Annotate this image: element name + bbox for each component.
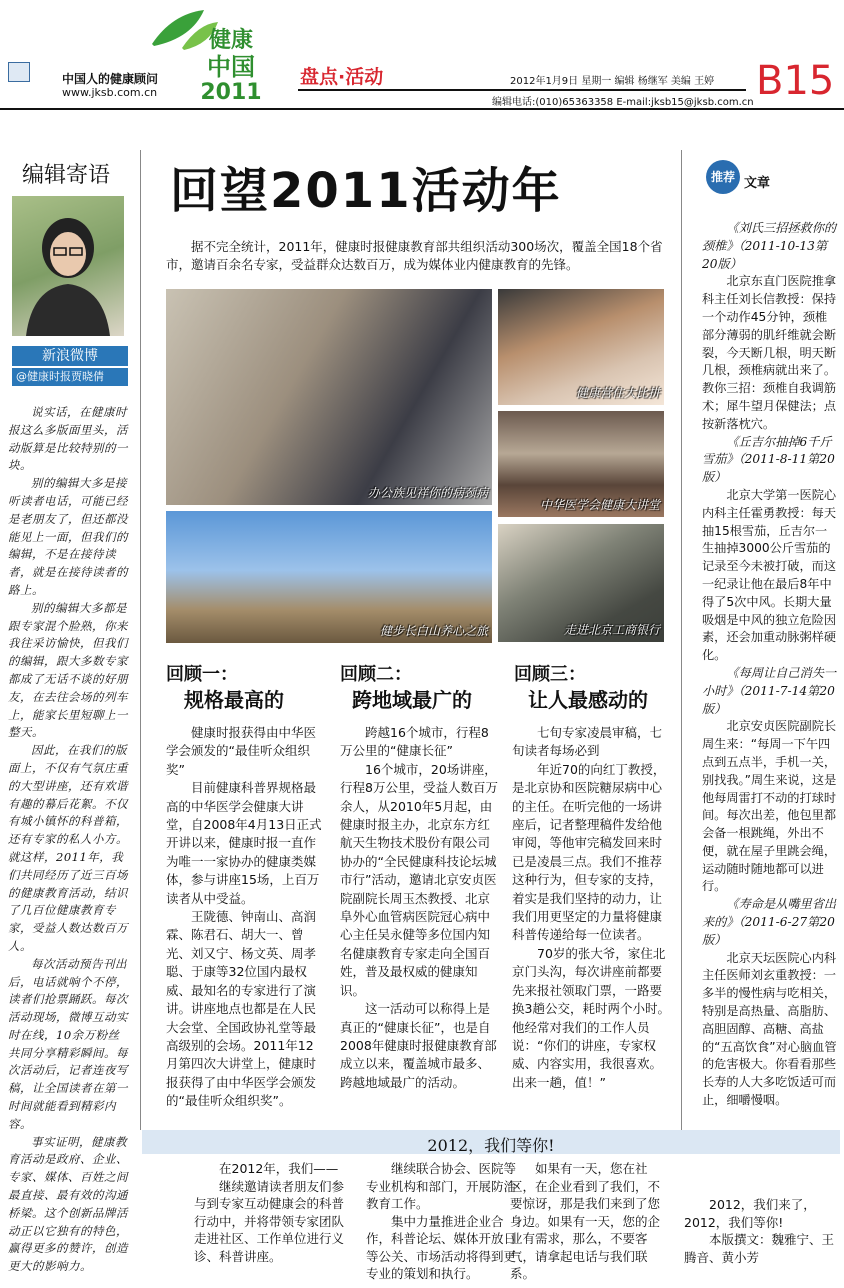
review-body xyxy=(166,724,324,1111)
bottom-paragraph: 在2012年，我们—— xyxy=(219,1161,339,1176)
review-paragraph: 七旬专家凌晨审稿，七旬读者每场必到 xyxy=(512,725,663,759)
recommend-article-body: 北京安贞医院副院长周生来：“每周一下午四点到五点半，手机一关，别找我。”周生来说，这是他每周雷打不动的打球时间。每次出差，他包里都会备一根跳绳，外出不便，就在屋子里跳会绳，运动随时随地都可以进行。 xyxy=(702,719,837,894)
brand-logo xyxy=(192,28,270,106)
review-paragraph: 70岁的张大爷，家住北京门头沟，每次讲座前都要先来报社领取门票，一路要换3趟公交，耗时两个小时。他经常对我们的工作人员说：“你们的讲座，专家权威、内容实用，我很喜欢。出来一趟，值！” xyxy=(512,945,670,1090)
bottom-credit: 本版撰文：魏雅宁、王腾音、黄小芳 xyxy=(684,1232,835,1265)
bottom-column xyxy=(366,1160,526,1283)
brand-year: 2011 xyxy=(200,80,262,105)
weibo-account-link[interactable]: @健康时报贾晓倩 xyxy=(12,368,128,386)
recommend-list xyxy=(702,220,838,1110)
recommend-label: 文章 xyxy=(744,176,771,191)
review-title: 让人最感动的 xyxy=(528,688,648,712)
page-header xyxy=(0,0,844,116)
bottom-column xyxy=(510,1160,670,1283)
brand-line2: 中国 xyxy=(207,53,255,81)
review-paragraph: 16个城市，20场讲座，行程8万公里，受益人数百万余人，从2010年5月起，由健康时报主办，北京东方红航天生物技术股份有限公司协办的“全民健康科技论坛城市行”活动，邀请北京安贞医院副院长周玉杰教授、北京阜外心血管病医院冠心病中心主任吴永健等多位国内知名健康教育专家走向全国百姓，普及最权威的健康知识。 xyxy=(340,761,498,998)
header-bottom-rule xyxy=(0,108,844,110)
recommend-article-title[interactable]: 《丘吉尔抽掉6千斤雪茄》（2011-8-11第20版） xyxy=(702,434,835,485)
bottom-paragraph: 如果有一天，您在社区，在企业看到了我们，不要惊讶，那是我们来到了您身边。如果有一天，您的企业有需求，那么，不要客气，请拿起电话与我们联系。 xyxy=(510,1161,661,1281)
recommend-article-body: 北京天坛医院心内科主任医师刘玄重教授：一多半的慢性病与吃相关，特别是高热量、高脂肪、高胆固醇、高糖、高盐的“五高饮食”对心脑血管的危害极大。你看看那些长寿的人大多吃饭适可而止，细嚼慢咽。 xyxy=(702,950,837,1108)
bottom-title: 2012，我们等你! xyxy=(427,1136,555,1155)
main-headline: 回望2011活动年 xyxy=(170,163,562,219)
recommend-article-body: 北京东直门医院推拿科主任刘长信教授：保持一个动作45分钟，颈椎部分薄弱的肌纤维就会断裂，今天断几根，明天断几根，颈椎病就出来了。教你三招：颈椎自我调筋术；犀牛望月保健法；点按新落枕穴。 xyxy=(702,274,837,431)
site-url[interactable]: www.jksb.com.cn xyxy=(62,86,158,99)
dateline: 2012年1月9日 星期一 编辑 杨继军 美编 王婷 xyxy=(510,76,715,87)
review-body xyxy=(512,724,670,1092)
bottom-paragraph: 集中力量推进企业合作，科普论坛、媒体开放日等公关、市场活动将得到更专业的策划和执行。 xyxy=(366,1213,517,1281)
photo-caption: 办公族见祥你的病颈病 xyxy=(367,486,488,500)
bottom-column xyxy=(194,1160,354,1265)
bottom-paragraph: 继续联合协会、医院等专业机构和部门，开展防治教育工作。 xyxy=(366,1161,517,1211)
editor-paragraph: 事实证明，健康教育活动是政府、企业、专家、媒体、百姓之间最直接、最有效的沟通桥梁。这个创新品牌活动正以它独有的特色，赢得更多的赞许，创造更大的影响力。 xyxy=(8,1134,128,1274)
header-rule xyxy=(298,89,746,91)
review-paragraph: 年近70的向红丁教授，是北京协和医院糖尿病中心的主任。在听完他的一场讲座后，记者整理稿件发给他审阅，等他审完稿发回来时已是凌晨三点。我们不推荐这种行为，但专家的支持，着实是我们坚持的动力，让我们用更坚定的力量将健康科普传递给每一位读者。 xyxy=(512,761,666,943)
editor-paragraph: 因此，在我们的版面上，不仅有气氛庄重的大型讲座，还有欢谐有趣的幕后花絮。不仅有城小镇怀的科普箱，还有专家的私人小方。就这样，2011年，我们共同经历了近三百场的健康教育活动，结识了几百位健康教育专家，受益人数达数百万人。 xyxy=(8,743,128,953)
brand-line1: 健康 xyxy=(208,28,253,53)
editor-portrait xyxy=(12,196,124,336)
intro-paragraph: 据不完全统计，2011年，健康时报健康教育部共组织活动300场次，覆盖全国18个省市，邀请百余名专家，受益群众达数百万，成为媒体业内健康教育的先锋。 xyxy=(166,239,663,272)
review-paragraph: 跨越16个城市，行程8万公里的“健康长征” xyxy=(340,725,489,759)
review-paragraph: 王陇德、钟南山、高润霖、陈君石、胡大一、曾光、刘又宁、杨文英、周孝聪、于康等32位国内最权威、最知名的专家进行了演讲。讲座地点也都是在人民大会堂、全国政协礼堂等最高级别的会场。2011年12月第四次大讲堂上，健康时报获得了由中华医学会颁发的“最佳听众组织奖”。 xyxy=(166,909,317,1109)
section-title: 盘点·活动 xyxy=(300,66,384,88)
photo-group-trip xyxy=(166,511,492,643)
newspaper-logo-icon xyxy=(8,62,30,82)
review-paragraph: 这一活动可以称得上是真正的“健康长征”，也是自2008年健康时报健康教育部成立以来，覆盖城市最多、跨越地域最广的活动。 xyxy=(340,1001,497,1090)
editor-paragraph: 说实话，在健康时报这么多版面里头，活动版算是比较特别的一块。 xyxy=(8,405,128,473)
review-number: 回顾一： xyxy=(166,664,238,685)
editor-column-title: 编辑寄语 xyxy=(22,163,111,188)
column-divider xyxy=(681,150,682,1130)
editor-paragraph: 别的编辑大多都是跟专家混个脸熟，你来我往采访愉快，但我们的编辑，跟大多数专家都成了无话不谈的好朋友，在去往会场的列车上，能家长里短聊上一整天。 xyxy=(8,600,128,740)
recommend-article-title[interactable]: 《每周让自己消失一小时》（2011-7-14第20版） xyxy=(702,665,837,716)
photo-caption: 走进北京工商银行 xyxy=(563,623,660,637)
recommend-article-title[interactable]: 《刘氏三招拯救你的颈椎》（2011-10-13第20版） xyxy=(702,221,837,271)
weibo-label: 新浪微博 xyxy=(12,346,128,366)
photo-caption: 健步长白山养心之旅 xyxy=(379,624,488,638)
review-paragraph: 健康时报获得由中华医学会颁发的“最佳听众组织奖” xyxy=(166,725,317,777)
column-divider xyxy=(140,150,141,1130)
photo-neck-exercise xyxy=(166,289,492,505)
photo-bank-visit xyxy=(498,524,664,642)
editor-note xyxy=(8,404,130,1276)
person-icon xyxy=(12,196,124,336)
editor-paragraph: 别的编辑大多是接听读者电话，可能已经是老朋友了，但还都没能见上一面，但我们的编辑，不是在接待读者，就是在接待读者的路上。 xyxy=(8,476,128,597)
review-title: 跨地域最广的 xyxy=(352,688,472,712)
review-body xyxy=(340,724,498,1092)
review-number: 回顾三： xyxy=(514,664,586,685)
page-number: B15 xyxy=(756,58,835,104)
recommend-article-title[interactable]: 《寿命是从嘴里省出来的》（2011-6-27第20版） xyxy=(702,897,837,947)
photo-caption: 中华医学会健康大讲堂 xyxy=(539,498,660,512)
recommend-badge: 推荐 xyxy=(706,160,740,194)
editor-contact: 编辑电话:(010)65363358 E-mail:jksb15@jksb.com.cn xyxy=(492,97,754,108)
bottom-paragraph: 2012，我们来了，2012，我们等你! xyxy=(684,1197,816,1230)
bottom-column xyxy=(684,1196,834,1266)
recommend-article-body: 北京大学第一医院心内科主任霍勇教授：每天抽15根雪茄，丘吉尔一生抽掉3000公斤雪茄的记录至今未被打破，而这一纪录让他在最后8年中得了5次中风。长期大量吸烟是中风的独立危险因素，还会加重动脉粥样硬化。 xyxy=(702,487,837,663)
bottom-paragraph: 继续邀请读者朋友们参与到专家互动健康会的科普行动中，并将带领专家团队走进社区、工作单位进行义诊、科普讲座。 xyxy=(194,1178,345,1264)
photo-caption: 健康营住大比拼 xyxy=(575,386,660,400)
editor-paragraph: 每次活动预告刊出后，电话就响个不停，读者们抢票踊跃。每次活动现场，微博互动实时在线，10余万粉丝共同分享精彩瞬间。每次活动后，记者连夜写稿，让全国读者在第一时间就能看到精彩内容。 xyxy=(8,956,128,1131)
photo-lecture-hall xyxy=(498,411,664,517)
review-title: 规格最高的 xyxy=(184,688,284,712)
slogan: 中国人的健康顾问 xyxy=(62,72,159,86)
review-number: 回顾二： xyxy=(340,664,412,685)
photo-cooking-contest xyxy=(498,289,664,405)
review-paragraph: 目前健康科普界规格最高的中华医学会健康大讲堂，自2008年4月13日正式开讲以来，健康时报一直作为唯一一家协办的健康类媒体，参与讲座15场，上百万读者从中受益。 xyxy=(166,780,322,906)
